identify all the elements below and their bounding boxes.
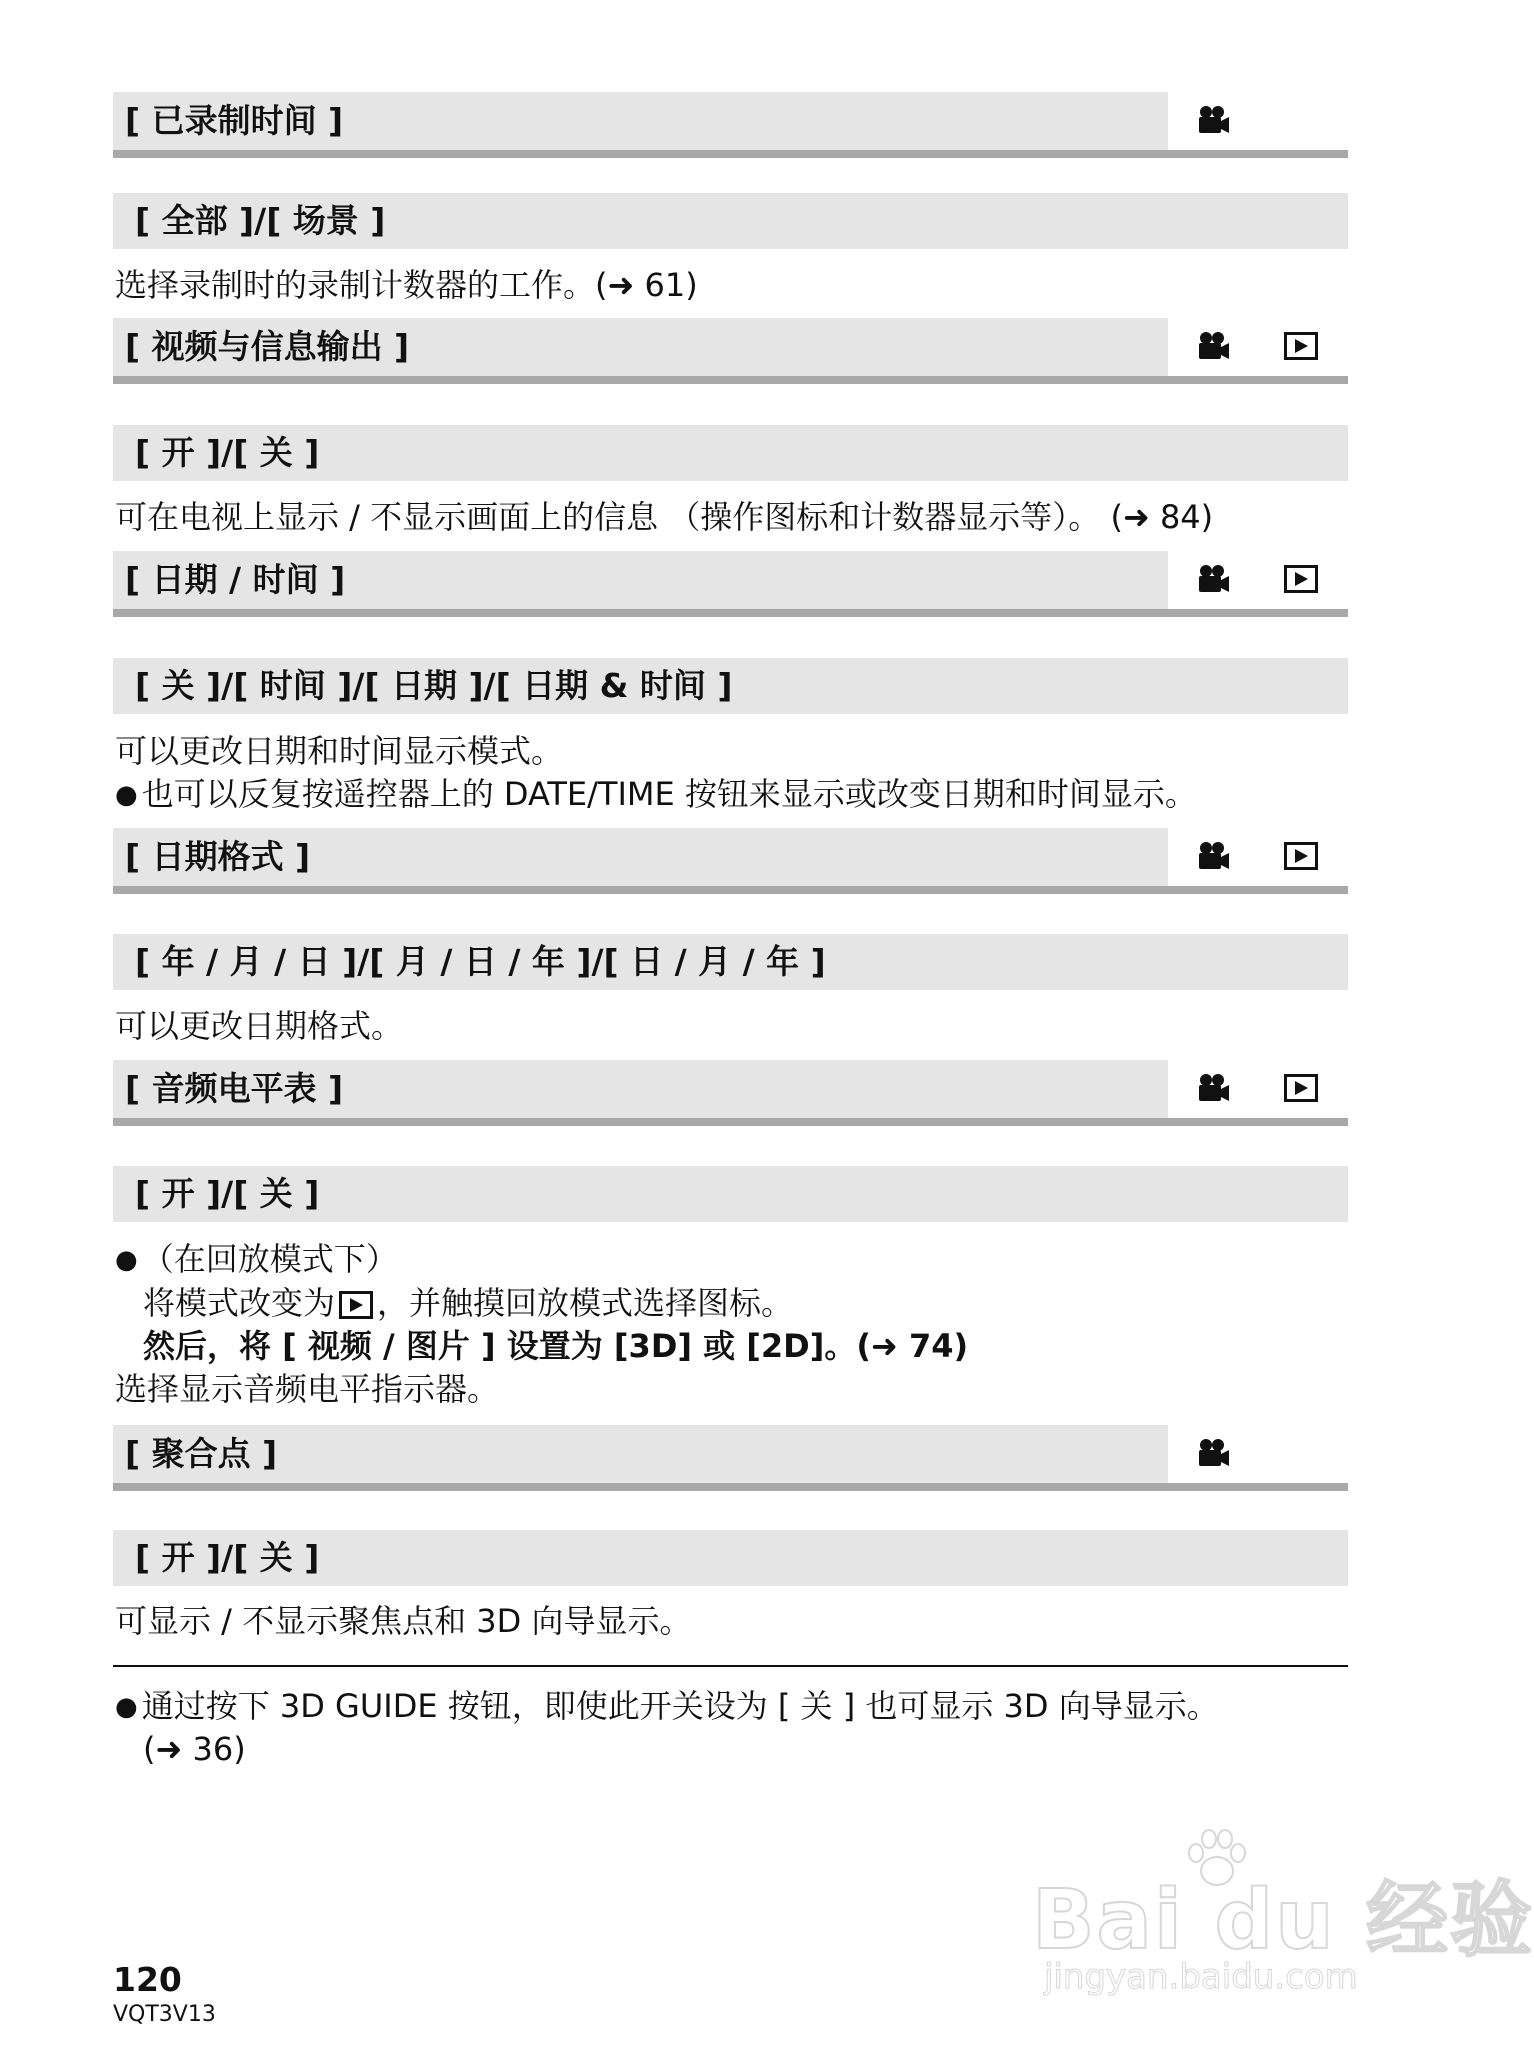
options-bar (113, 934, 1348, 990)
playback-icon (1284, 1074, 1318, 1102)
divider (113, 1665, 1348, 1667)
instruction-line (115, 1282, 793, 1324)
options-text: [ 关 ]/[ 时间 ]/[ 日期 ]/[ 日期 & 时间 ] (135, 666, 733, 705)
description: 可以更改日期格式。 (115, 1007, 404, 1045)
mode-icons (1168, 92, 1348, 150)
instruction-line: 然后，将 [ 视频 / 图片 ] 设置为 [3D] 或 [2D]。(➜ 74) (143, 1327, 969, 1365)
instruction-text: 将模式改变为 (143, 1284, 336, 1322)
section-title: [ 聚合点 ] (125, 1434, 278, 1473)
section-title: [ 视频与信息输出 ] (125, 327, 410, 366)
section-title: [ 已录制时间 ] (125, 101, 344, 140)
video-camera-icon (1196, 1073, 1230, 1103)
section-title: [ 日期 / 时间 ] (125, 560, 346, 599)
video-camera-icon (1196, 564, 1230, 594)
section-header-focus-point (113, 1425, 1348, 1491)
section-header-date-time (113, 551, 1348, 617)
options-text: [ 全部 ]/[ 场景 ] (135, 201, 386, 240)
bullet-note: ● （在回放模式下） (115, 1238, 398, 1283)
watermark (1032, 1845, 1534, 2005)
section-title: [ 日期格式 ] (125, 837, 311, 876)
options-text: [ 年 / 月 / 日 ]/[ 月 / 日 / 年 ]/[ 日 / 月 / 年 ] (135, 942, 826, 981)
mode-icons (1168, 318, 1348, 376)
section-header-date-format (113, 828, 1348, 894)
options-text: [ 开 ]/[ 关 ] (135, 433, 320, 472)
description: 选择显示音频电平指示器。 (115, 1370, 500, 1408)
section-title: [ 音频电平表 ] (125, 1069, 344, 1108)
playback-icon (1284, 842, 1318, 870)
description: 选择录制时的录制计数器的工作。(➜ 61) (115, 266, 698, 304)
options-bar (113, 193, 1348, 249)
bullet-note: ● 也可以反复按遥控器上的 DATE/TIME 按钮来显示或改变日期和时间显示。 (115, 773, 1197, 818)
playback-icon (339, 1291, 373, 1319)
watermark-brand: Bai du 经验 (1032, 1873, 1534, 1968)
section-header-audio-level-meter (113, 1060, 1348, 1126)
page-number: 120 (113, 1960, 182, 1999)
options-bar (113, 1166, 1348, 1222)
video-camera-icon (1196, 331, 1230, 361)
mode-icons (1168, 1060, 1348, 1118)
section-header-video-info-output (113, 318, 1348, 384)
instruction-text: ，并触摸回放模式选择图标。 (377, 1284, 794, 1322)
mode-icons (1168, 828, 1348, 886)
video-camera-icon (1196, 1438, 1230, 1468)
playback-icon (1284, 565, 1318, 593)
watermark-url: jingyan.baidu.com (1044, 1957, 1358, 1997)
options-bar (113, 1530, 1348, 1586)
mode-icons (1168, 551, 1348, 609)
video-camera-icon (1196, 105, 1230, 135)
mode-icons (1168, 1425, 1348, 1483)
options-text: [ 开 ]/[ 关 ] (135, 1538, 320, 1577)
options-text: [ 开 ]/[ 关 ] (135, 1174, 320, 1213)
section-header-recorded-time (113, 92, 1348, 158)
document-code: VQT3V13 (113, 2002, 216, 2027)
options-bar (113, 425, 1348, 481)
video-camera-icon (1196, 841, 1230, 871)
footnote: ● 通过按下 3D GUIDE 按钮，即使此开关设为 [ 关 ] 也可显示 3D 向导显示。 (115, 1685, 1219, 1730)
playback-icon (1284, 332, 1318, 360)
options-bar (113, 658, 1348, 714)
footnote-ref: (➜ 36) (143, 1730, 246, 1768)
description: 可以更改日期和时间显示模式。 (115, 732, 564, 770)
description: 可显示 / 不显示聚焦点和 3D 向导显示。 (115, 1602, 692, 1640)
description: 可在电视上显示 / 不显示画面上的信息 （操作图标和计数器显示等）。 (➜ 84) (115, 498, 1214, 536)
